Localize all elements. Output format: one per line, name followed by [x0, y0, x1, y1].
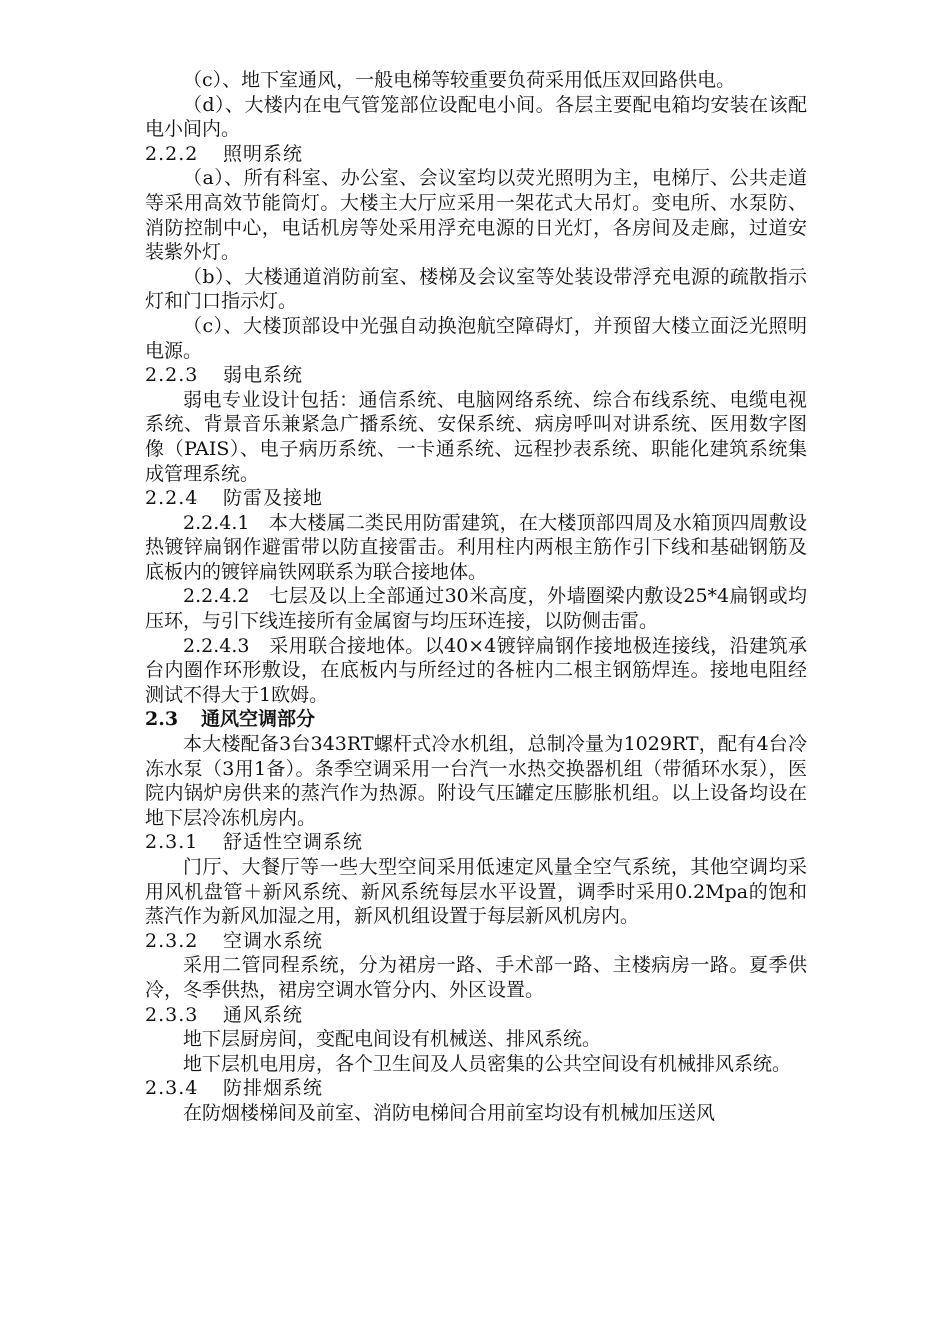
body-paragraph: 2.2.4.1 本大楼属二类民用防雷建筑，在大楼顶部四周及水箱顶四周敷设热镀锌扁钢作避雷带以防直接雷击。利用柱内两根主筋作引下线和基础钢筋及底板内的镀锌扁铁网联系为联合接地体。: [145, 511, 807, 583]
heading-number: 2.3.3: [145, 1003, 199, 1026]
body-paragraph: 本大楼配备3台343RT螺杆式冷水机组，总制冷量为1029RT，配有4台冷冻水泵（3用1备）。条季空调采用一台汽一水热交换器机组（带循环水泵），医院内锅炉房供来的蒸汽作为热源。附设气压罐定压膨胀机组。以上设备均设在地下层冷冻机房内。: [145, 733, 807, 829]
body-paragraph: （b）、大楼通道消防前室、楼梯及会议室等处装设带浮充电源的疏散指示灯和门口指示灯。: [145, 265, 807, 313]
body-paragraph: （a）、所有科室、办公室、会议室均以荧光照明为主，电梯厅、公共走道等采用高效节能筒灯。大楼主大厅应采用一架花式大吊灯。变电所、水泵防、消防控制中心，电话机房等处采用浮充电源的日光灯，各房间及走廊，过道安装紫外灯。: [145, 167, 807, 264]
heading-title: 防排烟系统: [223, 1077, 324, 1100]
heading-number: 2.3.2: [145, 929, 199, 952]
body-paragraph: （c）、地下室通风，一般电梯等较重要负荷采用低压双回路供电。: [183, 69, 736, 91]
heading-title: 弱电系统: [223, 364, 304, 387]
body-paragraph: （d）、大楼内在电气管笼部位设配电小间。各层主要配电箱均安装在该配电小间内。: [145, 93, 807, 141]
subsection-heading: [145, 363, 807, 388]
subsection-heading: [145, 929, 807, 954]
heading-number: 2.3.4: [145, 1077, 199, 1100]
heading-title: 通风系统: [223, 1003, 304, 1026]
body-paragraph: 采用二管同程系统，分为裙房一路、手术部一路、主楼病房一路。夏季供冷，冬季供热，裙房空调水管分内、外区设置。: [145, 954, 807, 1001]
heading-title: 空调水系统: [223, 929, 324, 952]
heading-title: 通风空调部分: [201, 708, 316, 731]
subsection-heading: [145, 142, 807, 167]
body-paragraph: 地下层厨房间，变配电间设有机械送、排风系统。: [183, 1028, 602, 1051]
heading-number: 2.2.4: [145, 487, 199, 510]
heading-number: 2.3.1: [145, 831, 199, 854]
body-paragraph: 2.2.4.2 七层及以上全部通过30米高度，外墙圈梁内敷设25*4扁钢或均压环，与引下线连接所有金属窗与均压环连接，以防侧击雷。: [145, 585, 807, 633]
body-paragraph: 2.2.4.3 采用联合接地体。以40×4镀锌扁钢作接地极连接线，沿建筑承台内圈作环形敷设，在底板内与所经过的各桩内二根主钢筋焊连。接地电阻经测试不得大于1欧姆。: [145, 634, 807, 706]
subsection-heading: [145, 830, 807, 855]
section-heading: [145, 707, 807, 732]
body-paragraph: 在防烟楼梯间及前室、消防电梯间合用前室均设有机械加压送风: [183, 1101, 716, 1124]
subsection-heading: [145, 1076, 807, 1101]
body-paragraph: （c）、大楼顶部设中光强自动换泡航空障碍灯，并预留大楼立面泛光照明电源。: [145, 314, 807, 362]
body-paragraph: 弱电专业设计包括：通信系统、电脑网络系统、综合布线系统、电缆电视系统、背景音乐兼紧急广播系统、安保系统、病房呼叫对讲系统、医用数字图像（PAIS）、电子病历系统、一卡通系统、远程抄表系统、职能化建筑系统集成管理系统。: [145, 388, 807, 485]
heading-number: 2.2.2: [145, 142, 199, 165]
document-page: [145, 68, 807, 1126]
heading-number: 2.3: [145, 708, 179, 731]
subsection-heading: [145, 1003, 807, 1028]
subsection-heading: [145, 486, 807, 511]
heading-number: 2.2.3: [145, 364, 199, 387]
heading-title: 舒适性空调系统: [223, 831, 364, 854]
heading-title: 防雷及接地: [223, 487, 324, 510]
heading-title: 照明系统: [223, 142, 304, 165]
body-paragraph: 地下层机电用房，各个卫生间及人员密集的公共空间设有机械排风系统。: [183, 1052, 792, 1075]
body-paragraph: 门厅、大餐厅等一些大型空间采用低速定风量全空气系统，其他空调均采用风机盘管＋新风系统、新风系统每层水平设置，调季时采用0.2Mpa的饱和蒸汽作为新风加湿之用，新风机组设置于每层新风机房内。: [145, 856, 807, 928]
